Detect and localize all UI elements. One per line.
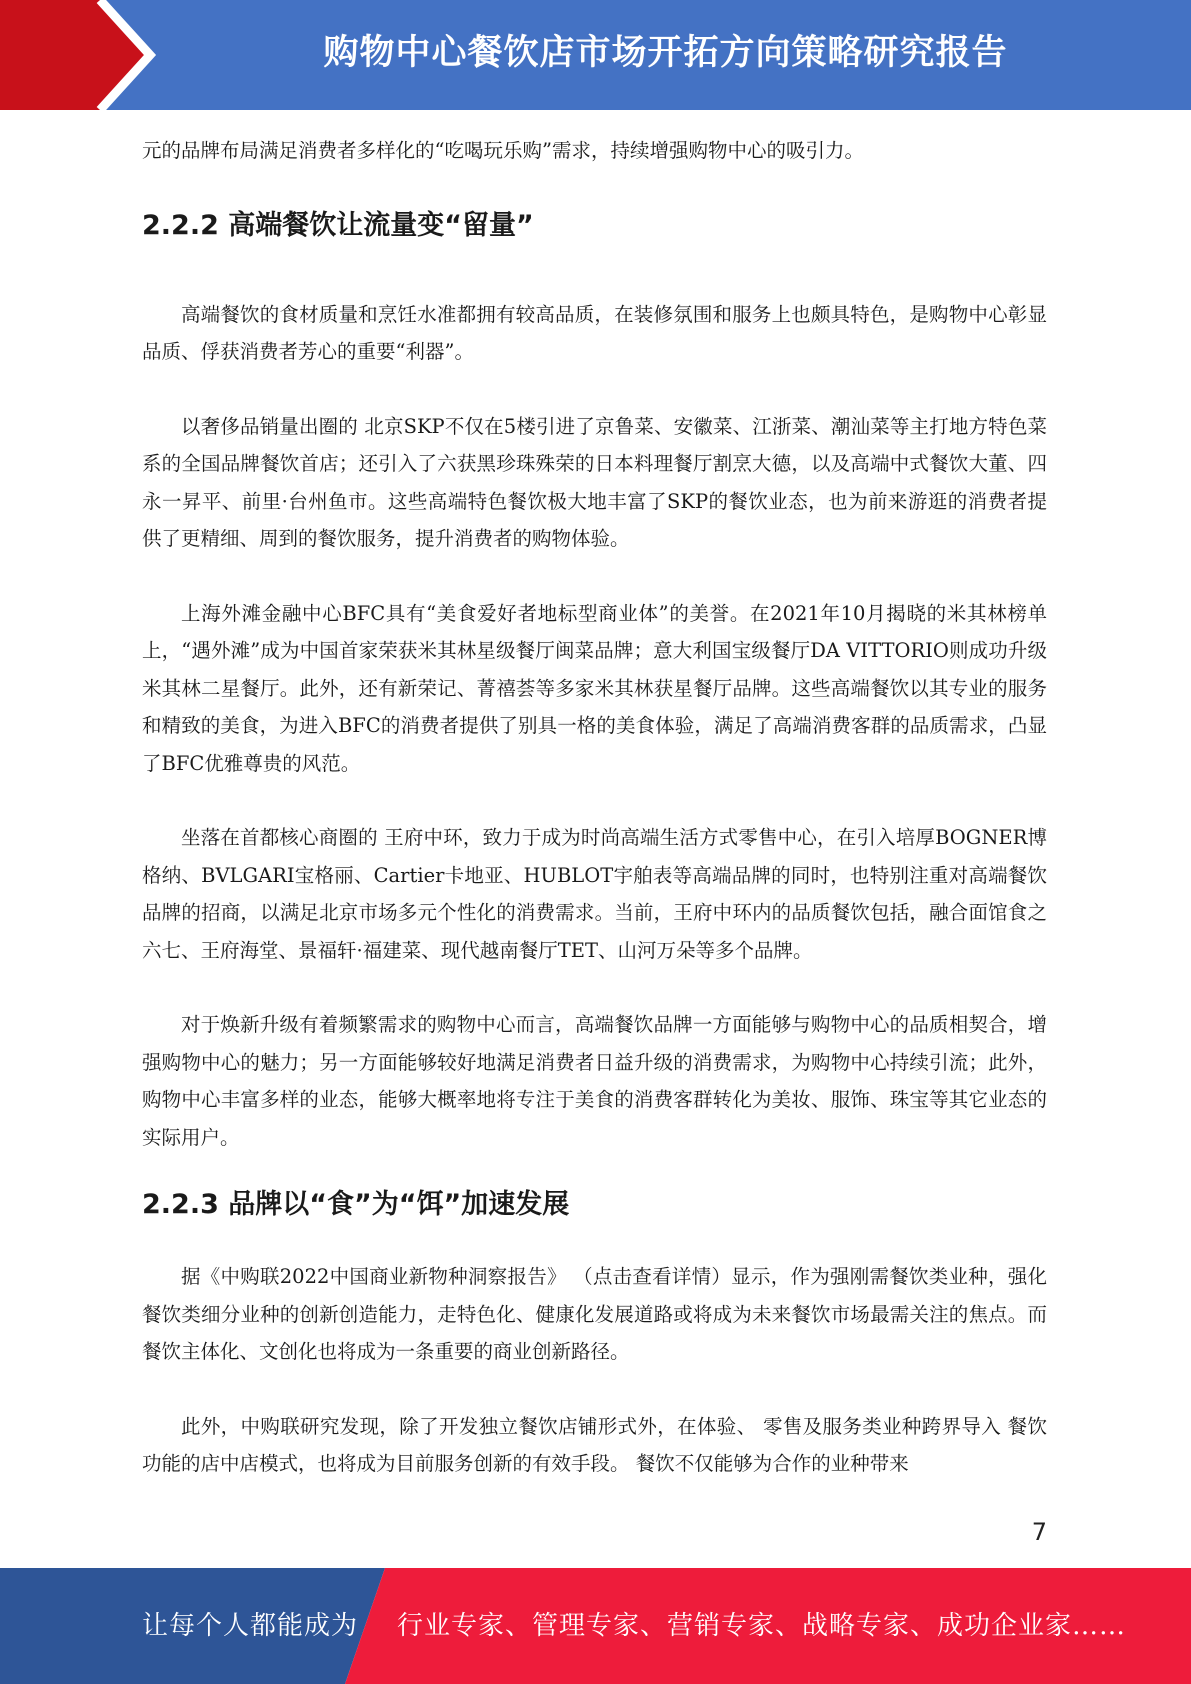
paragraph: 高端餐饮的食材质量和烹饪水准都拥有较高品质，在装修氛围和服务上也颇具特色，是购物中心彰显品质、俘获消费者芳心的重要“利器”。 xyxy=(142,302,1047,363)
header-arrow-decoration xyxy=(0,0,170,110)
page-header xyxy=(0,0,1191,110)
footer-slogan-left: 让每个人都能成为 xyxy=(142,1611,359,1641)
paragraph: 此外，中购联研究发现，除了开发独立餐饮店铺形式外，在体验、 零售及服务类业种跨界导入 餐饮功能的店中店模式，也将成为目前服务创新的有效手段。 餐饮不仅能够为合作的业种带来 xyxy=(142,1414,1047,1475)
page-footer xyxy=(0,1568,1191,1684)
intro-paragraph: 元的品牌布局满足消费者多样化的“吃喝玩乐购”需求，持续增强购物中心的吸引力。 xyxy=(142,139,864,162)
paragraph: 以奢侈品销量出圈的 北京SKP不仅在5楼引进了京鲁菜、安徽菜、江浙菜、潮汕菜等主打地方特色菜系的全国品牌餐饮首店；还引入了六获黑珍珠殊荣的日本料理餐厅割烹大德，以及高端中式餐饮大董、四永一昇平、前里·台州鱼市。这些高端特色餐饮极大地丰富了SKP的餐饮业态，也为前来游逛的消费者提供了更精细、周到的餐饮服务，提升消费者的购物体验。 xyxy=(142,414,1047,550)
section-heading-2-2-3: 2.2.3 品牌以“食”为“饵”加速发展 xyxy=(142,1189,570,1220)
page-number: 7 xyxy=(1031,1518,1047,1546)
paragraph: 对于焕新升级有着频繁需求的购物中心而言，高端餐饮品牌一方面能够与购物中心的品质相契合，增强购物中心的魅力；另一方面能够较好地满足消费者日益升级的消费需求，为购物中心持续引流；此外，购物中心丰富多样的业态，能够大概率地将专注于美食的消费客群转化为美妆、服饰、珠宝等其它业态的实际用户。 xyxy=(142,1013,1047,1149)
red-arrow-block xyxy=(0,0,150,110)
document-body xyxy=(142,132,1047,1483)
paragraph: 坐落在首都核心商圈的 王府中环，致力于成为时尚高端生活方式零售中心，在引入培厚BOGNER博格纳、BVLGARI宝格丽、Cartier卡地亚、HUBLOT宇舶表等高端品牌的同时，也特别注重对高端餐饮品牌的招商，以满足北京市场多元个性化的消费需求。当前，王府中环内的品质餐饮包括，融合面馆食之六七、王府海堂、景福轩·福建菜、现代越南餐厅TET、山河万朵等多个品牌。 xyxy=(142,826,1047,962)
report-title: 购物中心餐饮店市场开拓方向策略研究报告 xyxy=(323,33,1008,73)
footer-slogan-right: 行业专家、管理专家、营销专家、战略专家、成功企业家…… xyxy=(397,1611,1127,1641)
paragraph: 上海外滩金融中心BFC具有“美食爱好者地标型商业体”的美誉。在2021年10月揭晓的米其林榜单上，“遇外滩”成为中国首家荣获米其林星级餐厅闽菜品牌；意大利国宝级餐厅DA VITTORIO则成功升级米其林二星餐厅。此外，还有新荣记、菁禧荟等多家米其林获星餐厅品牌。这些高端餐饮以其专业的服务和精致的美食，为进入BFC的消费者提供了别具一格的美食体验，满足了高端消费客群的品质需求，凸显了BFC优雅尊贵的风范。 xyxy=(142,601,1047,775)
section-heading-2-2-2: 2.2.2 高端餐饮让流量变“留量” xyxy=(142,209,534,241)
paragraph: 据《中购联2022中国商业新物种洞察报告》 （点击查看详情）显示，作为强刚需餐饮类业种，强化餐饮类细分业种的创新创造能力，走特色化、健康化发展道路或将成为未来餐饮市场最需关注的焦点。而餐饮主体化、文创化也将成为一条重要的商业创新路径。 xyxy=(142,1265,1047,1363)
